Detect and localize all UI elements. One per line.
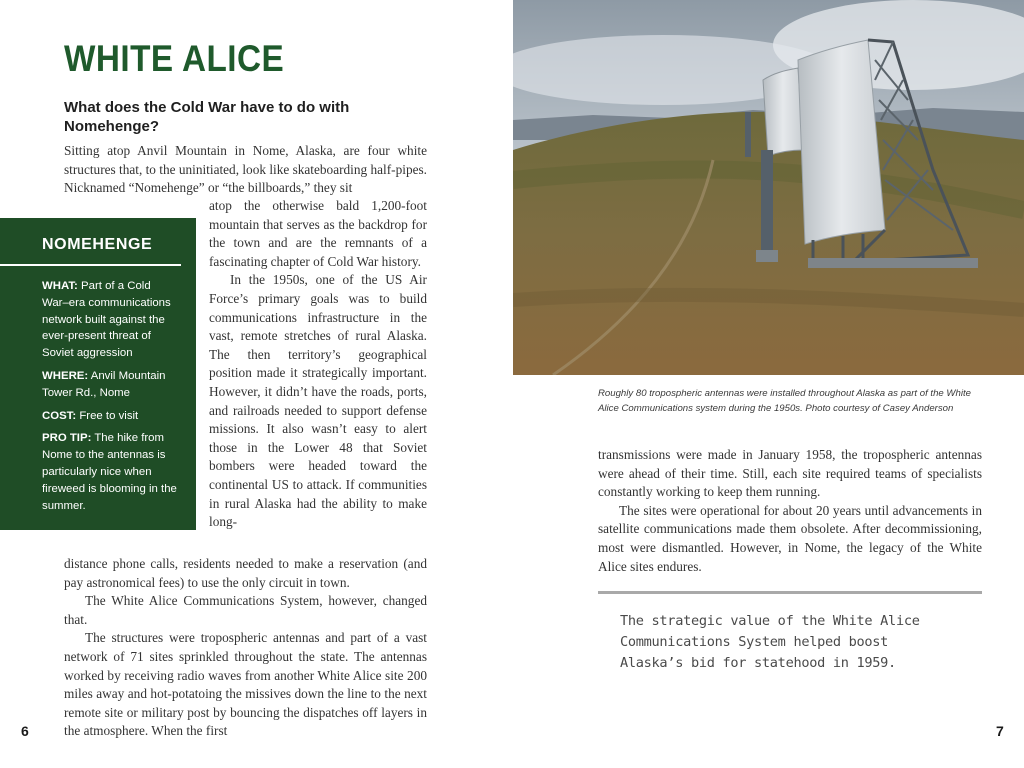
chapter-subtitle: What does the Cold War have to do with Nomehenge?	[64, 99, 350, 135]
sidebar-title: NOMEHENGE	[42, 236, 153, 253]
right-page	[512, 0, 1024, 768]
photo-caption: Roughly 80 tropospheric antennas were installed throughout Alaska as part of the White Alice Communications system during the 1950s. Photo courtesy of Casey Anderson	[598, 388, 971, 414]
full-width-column	[64, 555, 427, 741]
intro-paragraph: Sitting atop Anvil Mountain in Nome, Alaska, are four white structures that, to the uninitiated, look like skateboarding half-pipes. Nicknamed “Nomehenge” or “the billboards,” they sit	[64, 143, 427, 196]
sidebar-item-label: COST:	[42, 409, 77, 422]
right-column	[598, 446, 982, 576]
sidebar-item-what	[42, 278, 180, 362]
antenna-landscape-image	[513, 0, 1024, 375]
sidebar-item-pro-tip	[42, 430, 180, 514]
wrapped-column	[209, 197, 427, 532]
sidebar-item-text: Free to visit	[79, 409, 139, 422]
right-paragraph-2: The sites were operational for about 20 years until advancements in satellite communications made them obsolete. After decommissioning, most were dismantled. However, in Nome, the legacy of the White Alice sites endures.	[598, 502, 982, 574]
pull-quote: The strategic value of the White Alice Communications System helped boost Alaska’s bid for statehood in 1959.	[620, 613, 920, 671]
full-paragraph-3: The White Alice Communications System, however, changed that.	[64, 593, 427, 627]
full-paragraph-4: The structures were tropospheric antennas and part of a vast network of 71 sites sprinkled throughout the state. The antennas worked by receiving radio waves from another White Alice site 200 miles away and hot-potatoing the missives down the line to the next remote site or military post by bouncing the dispatches off layers in the atmosphere. When the first	[64, 630, 427, 739]
sidebar-item-cost	[42, 408, 180, 425]
nomehenge-sidebar	[0, 218, 196, 530]
antenna-photo	[513, 0, 1024, 375]
right-paragraph-1: transmissions were made in January 1958, the tropospheric antennas were ahead of their time. Still, each site required teams of specialists constantly working to keep them running.	[598, 447, 982, 500]
page-number-right: 7	[996, 723, 1004, 739]
sidebar-item-where	[42, 368, 180, 402]
sidebar-item-label: PRO TIP:	[42, 432, 92, 445]
sidebar-item-label: WHAT:	[42, 280, 78, 292]
sidebar-divider	[0, 264, 181, 266]
chapter-title: WHITE ALICE	[64, 38, 285, 79]
sidebar-items	[42, 278, 180, 520]
sidebar-item-text: Anvil Mountain Tower Rd., Nome	[42, 369, 166, 399]
sidebar-item-text: The hike from Nome to the antennas is particularly nice when fireweed is blooming in the summer.	[42, 432, 177, 512]
wrap-paragraph-2: In the 1950s, one of the US Air Force’s primary goals was to build communications infrastructure in the vast, remote stretches of rural Alaska. The then territory’s geographical position made it strategically important. However, it didn’t have the roads, ports, and railroads needed to support defense missions. It also wasn’t easy to alert those in the Lower 48 that Soviet bombers were headed toward the continental US to attack. If communities in rural Alaska had the ability to make long-	[209, 272, 427, 530]
sidebar-item-text: Part of a Cold War–era communications network built against the ever-present threat of Soviet aggression	[42, 280, 171, 360]
pull-quote-divider	[598, 591, 982, 594]
full-paragraph-2-continued: distance phone calls, residents needed to make a reservation (and pay astronomical fees) to use the only circuit in town.	[64, 556, 427, 590]
wrap-paragraph-1: atop the otherwise bald 1,200-foot mountain that serves as the backdrop for the town and are the remnants of a fascinating chapter of Cold War history.	[209, 198, 427, 269]
page-number-left: 6	[21, 723, 29, 739]
sidebar-item-label: WHERE:	[42, 369, 89, 382]
